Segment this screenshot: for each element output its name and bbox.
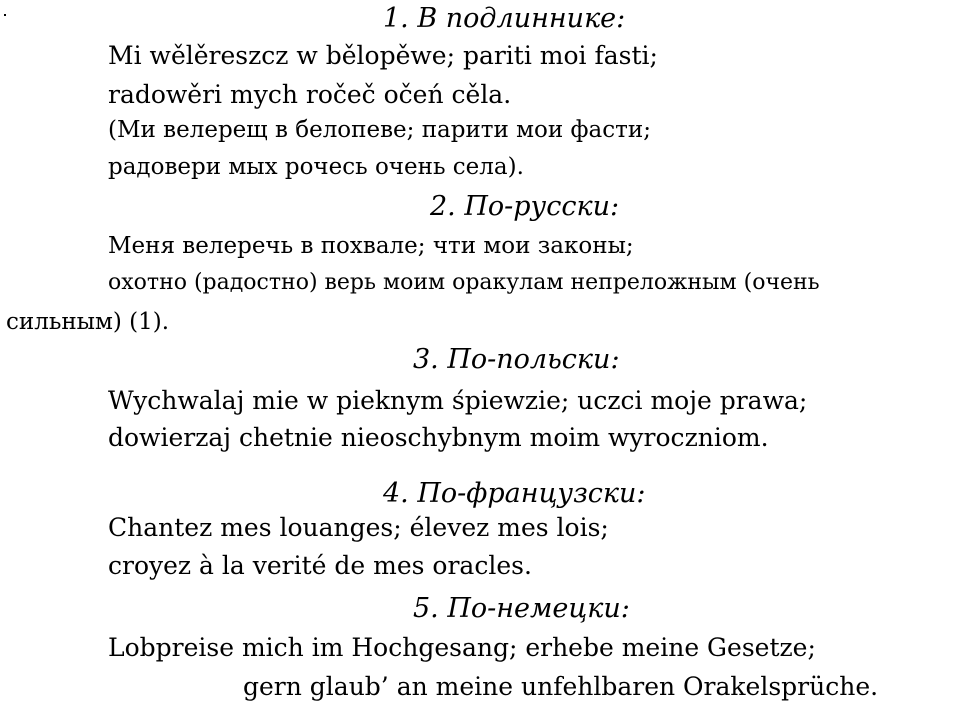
section-1-line-1: Mi wělěreszcz w bělopěwe; pariti moi fasti; (108, 41, 658, 70)
section-2-line-3: сильным) (1). (6, 309, 170, 335)
section-4-line-2: croyez à la verité de mes oracles. (108, 551, 532, 580)
section-5-line-2: gern glaub’ an meine unfehlbaren Orakelsprüche. (243, 672, 879, 701)
section-3-line-2: dowierzaj chetnie nieoschybnym moim wyroczniom. (108, 423, 769, 452)
section-4-line-1: Chantez mes louanges; élevez mes lois; (108, 513, 609, 542)
section-1-line-2: radowěri mych ročeč očeń cěla. (108, 80, 512, 109)
section-1-line-4: радовери мых рочесь очень села). (108, 154, 524, 180)
section-2-heading: 2. По-русски: (430, 191, 620, 222)
section-5-heading: 5. По-немецки: (413, 593, 630, 624)
section-5-line-1: Lobpreise mich im Hochgesang; erhebe meine Gesetze; (108, 633, 816, 662)
section-1-line-3: (Ми велерещ в белопеве; парити мои фасти; (108, 117, 651, 143)
section-3-line-1: Wychwalaj mie w pieknym śpiewzie; uczci moje prawa; (108, 386, 808, 415)
section-1-heading: 1. В подлиннике: (383, 3, 626, 34)
section-3-heading: 3. По-польски: (413, 344, 620, 375)
scan-speck (4, 14, 6, 16)
section-2-line-2: охотно (радостно) верь моим оракулам непреложным (очень (108, 270, 820, 295)
section-4-heading: 4. По-французски: (383, 478, 646, 509)
section-2-line-1: Меня велеречь в похвале; чти мои законы; (108, 233, 634, 259)
